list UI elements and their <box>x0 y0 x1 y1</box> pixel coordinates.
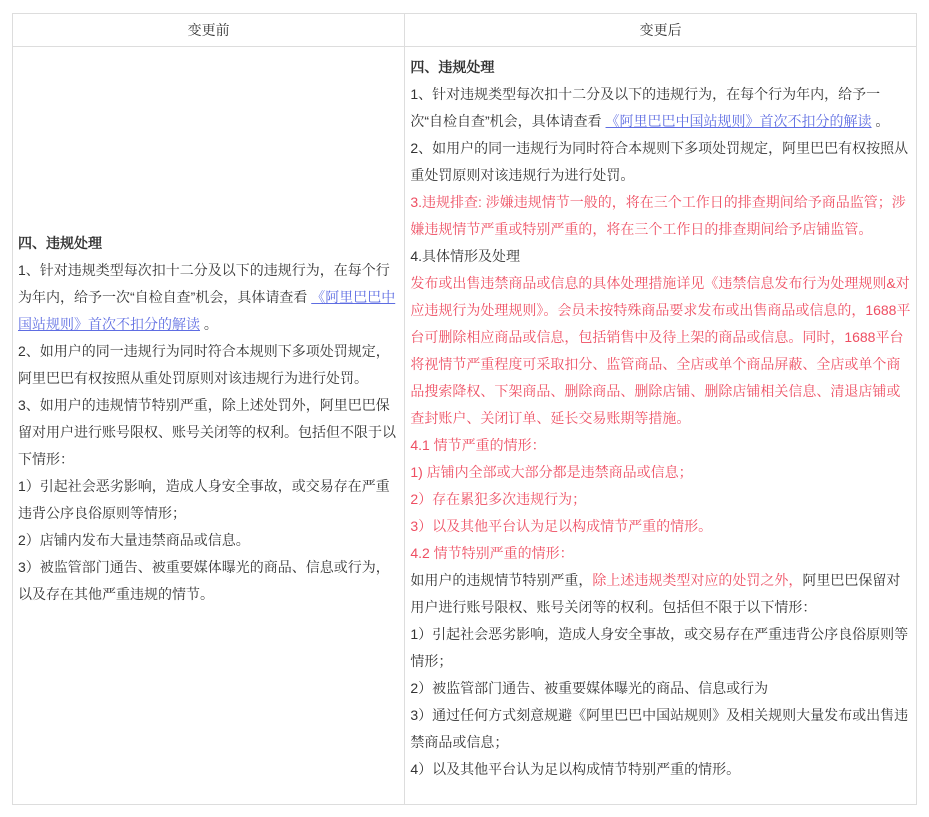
after-severe-item-2: 2）存在累犯多次违规行为； <box>410 491 587 507</box>
after-very-severe-item-4: 4）以及其他平台认为足以构成情节特别严重的情形。 <box>410 761 741 777</box>
before-paragraph-2: 2、如用户的同一违规行为同时符合本规则下多项处罚规定，阿里巴巴有权按照从重处罚原则对该违规行为进行处罚。 <box>18 342 390 386</box>
after-p1-period: 。 <box>871 113 890 129</box>
after-paragraph-5-measures: 发布或出售违禁商品或信息的具体处理措施详见《违禁信息发布行为处理规则&对应违规行为处理规则》。会员未按特殊商品要求发布或出售商品或信息的，1688平台可删除相应商品或信息，包括销售中及待上架的商品或信息。同时，1688平台将视情节严重程度可采取扣分、监管商品、全店或单个商品屏蔽、全店或单个商品搜索降权、下架商品、删除商品、删除店铺、删除店铺相关信息、清退店铺或查封账户、关闭订单、延长交易账期等措施。 <box>410 275 911 426</box>
after-severe-item-3: 3）以及其他平台认为足以构成情节严重的情形。 <box>410 518 713 534</box>
header-row <box>13 14 917 47</box>
after-very-severe-item-1: 1）引起社会恶劣影响，造成人身安全事故，或交易存在严重违背公序良俗原则等情形； <box>410 626 909 669</box>
header-before: 变更前 <box>13 14 405 47</box>
before-paragraph-3: 3、如用户的违规情节特别严重，除上述处罚外，阿里巴巴保留对用户进行账号限权、账号关闭等的权利。包括但不限于以下情形： <box>18 396 396 467</box>
after-section-heading: 四、违规处理 <box>410 59 495 75</box>
after-p1-text: 1、针对违规类型每次扣十二分及以下的违规行为，在每个行为年内，给予一次“自检自查”机会，具体请查看 <box>410 86 881 129</box>
before-list-item-1: 1）引起社会恶劣影响，造成人身安全事故，或交易存在严重违背公序良俗原则等情形； <box>18 477 390 521</box>
after-paragraph-11 <box>410 567 911 621</box>
before-p1-text: 1、针对违规类型每次扣十二分及以下的违规行为，在每个行为年内，给予一次“自检自查”机会，具体请查看 <box>18 261 390 305</box>
after-subheading-4-2: 4.2 情节特别严重的情形： <box>410 545 574 561</box>
change-comparison-table <box>12 13 917 805</box>
before-list-item-2: 2）店铺内发布大量违禁商品或信息。 <box>18 531 250 548</box>
before-cell <box>13 47 405 805</box>
before-paragraph-1 <box>18 257 399 338</box>
header-after: 变更后 <box>405 14 917 47</box>
rule-link-after[interactable]: 《阿里巴巴中国站规则》首次不扣分的解读 <box>605 113 872 129</box>
after-cell <box>405 47 917 805</box>
rule-link-before[interactable]: 《阿里巴巴中国站规则》首次不扣分的解读 <box>18 288 396 332</box>
after-paragraph-2: 2、如用户的同一违规行为同时符合本规则下多项处罚规定，阿里巴巴有权按照从重处罚原则对该违规行为进行处罚。 <box>410 140 909 183</box>
before-p1-period: 。 <box>200 315 218 332</box>
before-section-heading: 四、违规处理 <box>18 234 102 251</box>
after-severe-item-1: 1) 店铺内全部或大部分都是违禁商品或信息； <box>410 464 693 480</box>
after-very-severe-item-2: 2）被监管部门通告、被重要媒体曝光的商品、信息或行为 <box>410 680 769 696</box>
after-p11-pre: 如用户的违规情节特别严重， <box>410 572 593 588</box>
after-very-severe-item-3: 3）通过任何方式刻意规避《阿里巴巴中国站规则》及相关规则大量发布或出售违禁商品或信息； <box>410 707 909 750</box>
after-p11-post: 阿里巴巴保留对用户进行账号限权、账号关闭等的权利。包括但不限于以下情形： <box>410 572 901 615</box>
after-paragraph-1 <box>410 81 911 135</box>
after-paragraph-4-heading: 4.具体情形及处理 <box>410 248 521 264</box>
before-list-item-3: 3）被监管部门通告、被重要媒体曝光的商品、信息或行为，以及存在其他严重违规的情节。 <box>18 558 390 602</box>
content-row <box>13 47 917 805</box>
after-subheading-4-1: 4.1 情节严重的情形： <box>410 437 546 453</box>
after-p11-highlight: 除上述违规类型对应的处罚之外， <box>592 572 803 588</box>
after-paragraph-3-inspection: 3.违规排查: 涉嫌违规情节一般的，将在三个工作日的排查期间给予商品监管；涉嫌违规情节严重或特别严重的，将在三个工作日的排查期间给予店铺监管。 <box>410 194 906 237</box>
